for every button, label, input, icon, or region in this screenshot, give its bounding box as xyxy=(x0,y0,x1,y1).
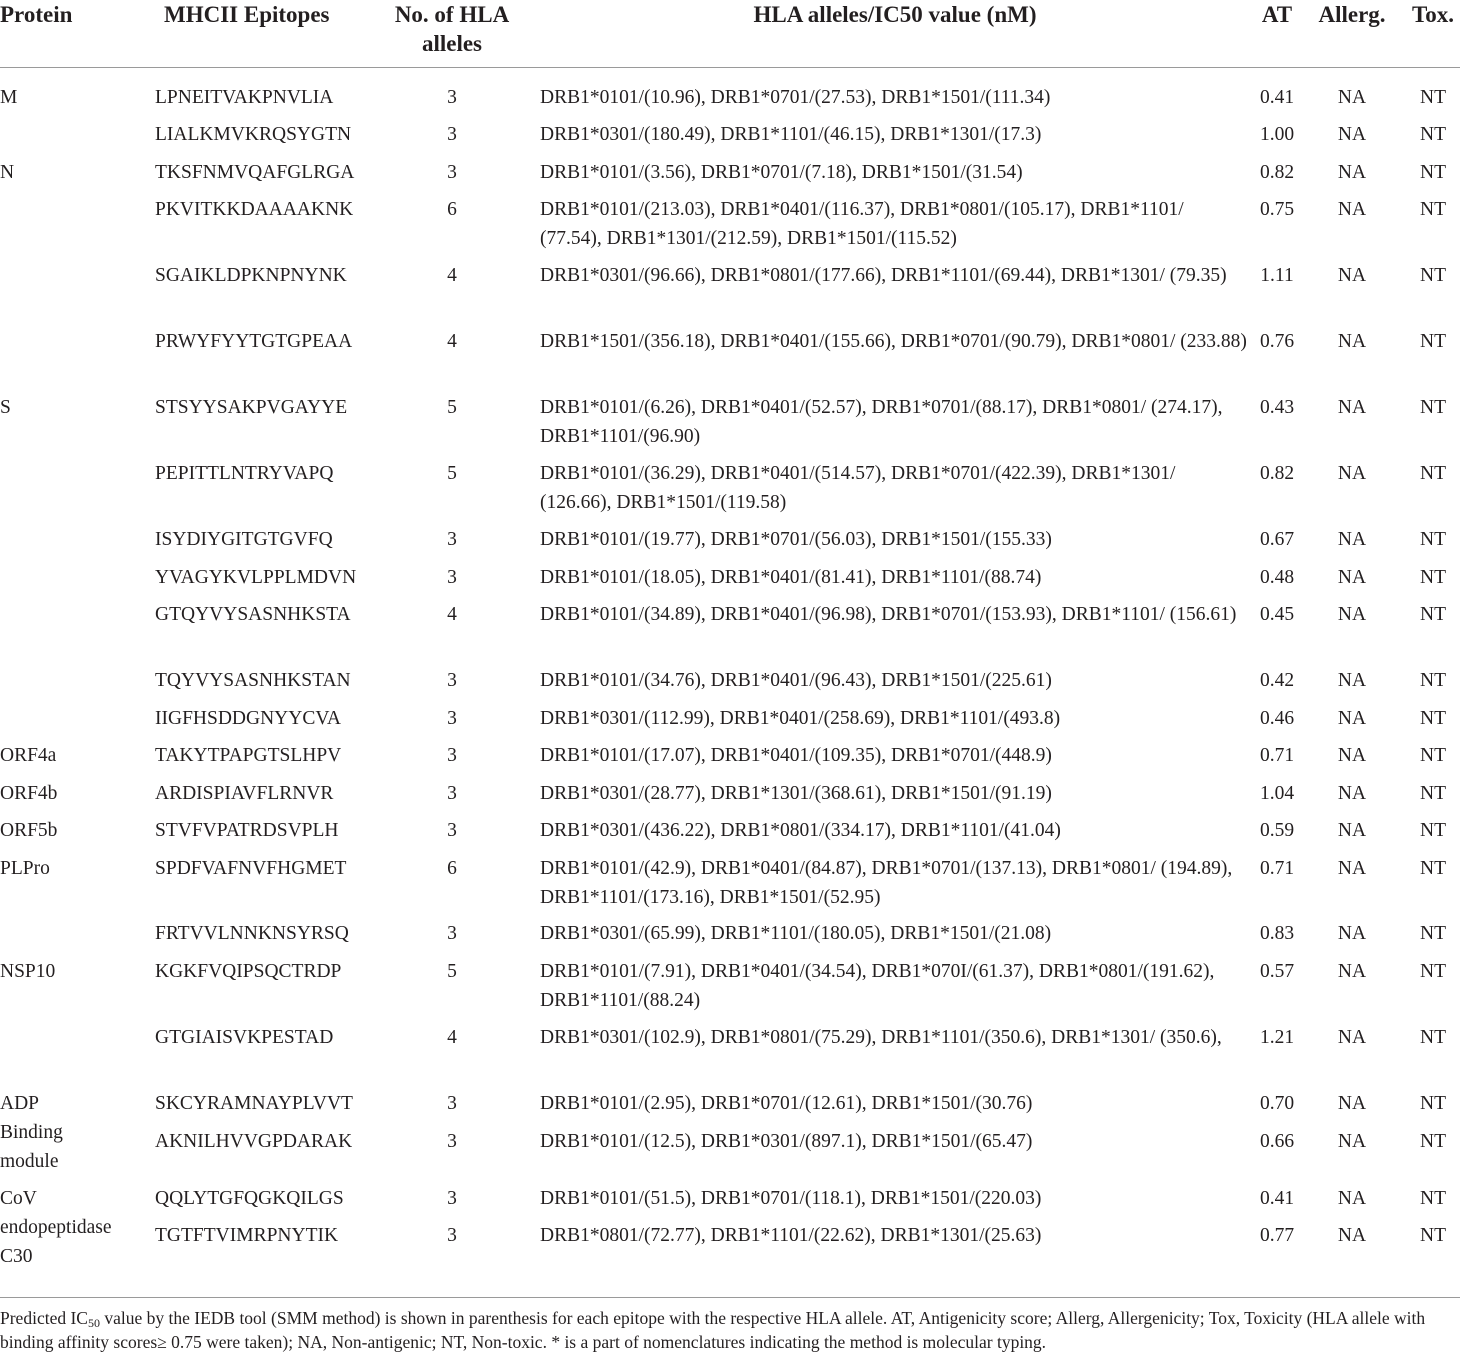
hla-count-cell: 3 xyxy=(447,567,457,588)
epitope-cell: GTGIAISVKPESTAD xyxy=(155,1027,334,1048)
allergenicity-cell: NA xyxy=(1337,331,1367,352)
alleles-ic50-cell: DRB1*0101/(10.96), DRB1*0701/(27.53), DRB1*1501/(111.34) xyxy=(540,87,1051,108)
toxicity-cell: NT xyxy=(1420,1131,1446,1152)
protein-cell: NSP10 xyxy=(0,961,56,982)
antigenicity-cell: 0.41 xyxy=(1259,1188,1295,1209)
protein-cov-endopeptidase xyxy=(0,1184,140,1271)
allergenicity-cell: NA xyxy=(1337,604,1367,625)
epitope-cell: PEPITTLNTRYVAPQ xyxy=(155,463,334,484)
table-header xyxy=(0,0,1460,68)
protein-adp-binding-module xyxy=(0,1089,140,1176)
toxicity-cell: NT xyxy=(1420,745,1446,766)
allergenicity-cell: NA xyxy=(1337,670,1367,691)
table-footnote xyxy=(0,1306,1460,1354)
footnote-subscript: 50 xyxy=(87,1316,100,1330)
toxicity-cell: NT xyxy=(1420,162,1446,183)
alleles-ic50-cell: DRB1*0101/(19.77), DRB1*0701/(56.03), DRB1*1501/(155.33) xyxy=(540,529,1052,550)
hla-count-cell: 4 xyxy=(447,1027,457,1048)
toxicity-cell: NT xyxy=(1420,858,1446,879)
alleles-ic50-cell: DRB1*0301/(28.77), DRB1*1301/(368.61), DRB1*1501/(91.19) xyxy=(540,783,1052,804)
allergenicity-cell: NA xyxy=(1337,1188,1367,1209)
antigenicity-cell: 1.04 xyxy=(1259,783,1295,804)
antigenicity-cell: 0.83 xyxy=(1259,923,1295,944)
antigenicity-cell: 0.71 xyxy=(1259,858,1295,879)
antigenicity-cell: 0.41 xyxy=(1259,87,1295,108)
header-protein: Protein xyxy=(0,2,73,27)
alleles-ic50-cell: DRB1*0101/(12.5), DRB1*0301/(897.1), DRB1*1501/(65.47) xyxy=(540,1131,1033,1152)
toxicity-cell: NT xyxy=(1420,1225,1446,1246)
epitope-cell: SPDFVAFNVFHGMET xyxy=(155,858,347,879)
alleles-ic50-cell: DRB1*0101/(36.29), DRB1*0401/(514.57), DRB1*0701/(422.39), DRB1*1301/ (126.66), DRB1*1501/(119.58) xyxy=(540,463,1176,513)
toxicity-cell: NT xyxy=(1420,961,1446,982)
hla-count-cell: 3 xyxy=(447,923,457,944)
protein-cov-line2: endopeptidase xyxy=(0,1217,112,1238)
toxicity-cell: NT xyxy=(1420,265,1446,286)
antigenicity-cell: 1.11 xyxy=(1260,265,1294,286)
antigenicity-cell: 1.21 xyxy=(1259,1027,1295,1048)
hla-count-cell: 3 xyxy=(447,708,457,729)
allergenicity-cell: NA xyxy=(1337,820,1367,841)
hla-count-cell: 3 xyxy=(447,1093,457,1114)
allergenicity-cell: NA xyxy=(1337,199,1367,220)
alleles-ic50-cell: DRB1*0301/(65.99), DRB1*1101/(180.05), DRB1*1501/(21.08) xyxy=(540,923,1052,944)
allergenicity-cell: NA xyxy=(1337,708,1367,729)
header-allerg: Allerg. xyxy=(1318,2,1386,27)
antigenicity-cell: 0.46 xyxy=(1259,708,1295,729)
hla-count-cell: 3 xyxy=(447,1131,457,1152)
alleles-ic50-cell: DRB1*0101/(2.95), DRB1*0701/(12.61), DRB1*1501/(30.76) xyxy=(540,1093,1033,1114)
allergenicity-cell: NA xyxy=(1337,783,1367,804)
epitope-cell: ARDISPIAVFLRNVR xyxy=(155,783,334,804)
allergenicity-cell: NA xyxy=(1337,265,1367,286)
antigenicity-cell: 0.42 xyxy=(1259,670,1295,691)
allergenicity-cell: NA xyxy=(1337,162,1367,183)
antigenicity-cell: 0.66 xyxy=(1259,1131,1295,1152)
epitope-cell: TKSFNMVQAFGLRGA xyxy=(155,162,355,183)
protein-cell: ORF5b xyxy=(0,820,58,841)
hla-count-cell: 3 xyxy=(447,162,457,183)
allergenicity-cell: NA xyxy=(1337,961,1367,982)
antigenicity-cell: 0.75 xyxy=(1259,199,1295,220)
epitope-cell: PKVITKKDAAAAKNK xyxy=(155,199,354,220)
alleles-ic50-cell: DRB1*1501/(356.18), DRB1*0401/(155.66), DRB1*0701/(90.79), DRB1*0801/ (233.88) xyxy=(540,331,1247,352)
epitope-cell: GTQYVYSASNHKSTA xyxy=(155,604,351,625)
header-num-hla-line2: alleles xyxy=(421,31,483,56)
antigenicity-cell: 0.43 xyxy=(1259,397,1295,418)
toxicity-cell: NT xyxy=(1420,397,1446,418)
footnote-text-start: Predicted IC xyxy=(0,1308,88,1328)
toxicity-cell: NT xyxy=(1420,567,1446,588)
hla-count-cell: 3 xyxy=(447,670,457,691)
protein-cov-line3: C30 xyxy=(0,1246,33,1267)
toxicity-cell: NT xyxy=(1420,820,1446,841)
epitope-cell: QQLYTGFQGKQILGS xyxy=(155,1188,344,1209)
antigenicity-cell: 1.00 xyxy=(1259,124,1295,145)
epitope-cell: TQYVYSASNHKSTAN xyxy=(155,670,351,691)
toxicity-cell: NT xyxy=(1420,124,1446,145)
toxicity-cell: NT xyxy=(1420,87,1446,108)
epitope-cell: ISYDIYGITGTGVFQ xyxy=(155,529,333,550)
protein-adp-line3: module xyxy=(0,1151,59,1172)
protein-cell: PLPro xyxy=(0,858,50,879)
alleles-ic50-cell: DRB1*0101/(3.56), DRB1*0701/(7.18), DRB1*1501/(31.54) xyxy=(540,162,1023,183)
toxicity-cell: NT xyxy=(1420,1188,1446,1209)
epitope-cell: LIALKMVKRQSYGTN xyxy=(155,124,352,145)
hla-count-cell: 3 xyxy=(447,1225,457,1246)
antigenicity-cell: 0.82 xyxy=(1259,162,1295,183)
alleles-ic50-cell: DRB1*0301/(102.9), DRB1*0801/(75.29), DRB1*1101/(350.6), DRB1*1301/ (350.6), xyxy=(540,1027,1222,1048)
toxicity-cell: NT xyxy=(1420,783,1446,804)
hla-count-cell: 4 xyxy=(447,604,457,625)
allergenicity-cell: NA xyxy=(1337,1093,1367,1114)
allergenicity-cell: NA xyxy=(1337,397,1367,418)
header-epitopes: MHCII Epitopes xyxy=(164,2,330,27)
alleles-ic50-cell: DRB1*0101/(17.07), DRB1*0401/(109.35), DRB1*0701/(448.9) xyxy=(540,745,1052,766)
epitope-cell: TGTFTVIMRPNYTIK xyxy=(155,1225,339,1246)
alleles-ic50-cell: DRB1*0101/(34.76), DRB1*0401/(96.43), DRB1*1501/(225.61) xyxy=(540,670,1052,691)
antigenicity-cell: 0.45 xyxy=(1259,604,1295,625)
toxicity-cell: NT xyxy=(1420,708,1446,729)
hla-count-cell: 4 xyxy=(447,331,457,352)
toxicity-cell: NT xyxy=(1420,604,1446,625)
allergenicity-cell: NA xyxy=(1337,1027,1367,1048)
toxicity-cell: NT xyxy=(1420,1027,1446,1048)
alleles-ic50-cell: DRB1*0301/(180.49), DRB1*1101/(46.15), DRB1*1301/(17.3) xyxy=(540,124,1042,145)
hla-count-cell: 3 xyxy=(447,820,457,841)
antigenicity-cell: 0.71 xyxy=(1259,745,1295,766)
epitope-cell: STVFVPATRDSVPLH xyxy=(155,820,339,841)
header-tox: Tox. xyxy=(1412,2,1454,27)
protein-cell: S xyxy=(0,397,11,418)
epitope-cell: SGAIKLDPKNPNYNK xyxy=(155,265,347,286)
epitope-cell: LPNEITVAKPNVLIA xyxy=(155,87,334,108)
protein-cell: ORF4b xyxy=(0,783,58,804)
epitope-cell: TAKYTPAPGTSLHPV xyxy=(155,745,342,766)
hla-count-cell: 3 xyxy=(447,87,457,108)
antigenicity-cell: 0.82 xyxy=(1259,463,1295,484)
allergenicity-cell: NA xyxy=(1337,567,1367,588)
alleles-ic50-cell: DRB1*0101/(6.26), DRB1*0401/(52.57), DRB1*0701/(88.17), DRB1*0801/ (274.17), DRB1*1101/(96.90) xyxy=(540,397,1223,447)
epitope-cell: KGKFVQIPSQCTRDP xyxy=(155,961,342,982)
protein-cell: ORF4a xyxy=(0,745,57,766)
allergenicity-cell: NA xyxy=(1337,87,1367,108)
toxicity-cell: NT xyxy=(1420,923,1446,944)
allergenicity-cell: NA xyxy=(1337,923,1367,944)
hla-count-cell: 3 xyxy=(447,783,457,804)
allergenicity-cell: NA xyxy=(1337,858,1367,879)
hla-count-cell: 3 xyxy=(447,745,457,766)
hla-count-cell: 6 xyxy=(447,199,457,220)
protein-cell: M xyxy=(0,87,18,108)
toxicity-cell: NT xyxy=(1420,670,1446,691)
toxicity-cell: NT xyxy=(1420,529,1446,550)
toxicity-cell: NT xyxy=(1420,331,1446,352)
protein-adp-line1: ADP xyxy=(0,1093,40,1114)
alleles-ic50-cell: DRB1*0301/(112.99), DRB1*0401/(258.69), DRB1*1101/(493.8) xyxy=(540,708,1061,729)
epitope-cell: SKCYRAMNAYPLVVT xyxy=(155,1093,353,1114)
hla-count-cell: 3 xyxy=(447,529,457,550)
antigenicity-cell: 0.57 xyxy=(1259,961,1295,982)
hla-count-cell: 6 xyxy=(447,858,457,879)
antigenicity-cell: 0.77 xyxy=(1259,1225,1295,1246)
hla-count-cell: 5 xyxy=(447,397,457,418)
allergenicity-cell: NA xyxy=(1337,1225,1367,1246)
epitope-cell: IIGFHSDDGNYYCVA xyxy=(155,708,341,729)
header-num-hla xyxy=(385,0,519,58)
toxicity-cell: NT xyxy=(1420,199,1446,220)
alleles-ic50-cell: DRB1*0801/(72.77), DRB1*1101/(22.62), DRB1*1301/(25.63) xyxy=(540,1225,1042,1246)
alleles-ic50-cell: DRB1*0301/(96.66), DRB1*0801/(177.66), DRB1*1101/(69.44), DRB1*1301/ (79.35) xyxy=(540,265,1227,286)
hla-count-cell: 5 xyxy=(447,961,457,982)
hla-count-cell: 3 xyxy=(447,1188,457,1209)
toxicity-cell: NT xyxy=(1420,463,1446,484)
antigenicity-cell: 0.59 xyxy=(1259,820,1295,841)
table-bottom-rule xyxy=(0,1297,1460,1298)
allergenicity-cell: NA xyxy=(1337,1131,1367,1152)
alleles-ic50-cell: DRB1*0101/(213.03), DRB1*0401/(116.37), DRB1*0801/(105.17), DRB1*1101/ (77.54), DRB1*1301/(212.59), DRB1*1501/(115.52) xyxy=(540,199,1184,249)
antigenicity-cell: 0.48 xyxy=(1259,567,1295,588)
protein-adp-line2: Binding xyxy=(0,1122,63,1143)
allergenicity-cell: NA xyxy=(1337,124,1367,145)
hla-count-cell: 5 xyxy=(447,463,457,484)
allergenicity-cell: NA xyxy=(1337,745,1367,766)
toxicity-cell: NT xyxy=(1420,1093,1446,1114)
antigenicity-cell: 0.70 xyxy=(1259,1093,1295,1114)
epitope-cell: YVAGYKVLPPLMDVN xyxy=(155,567,357,588)
alleles-ic50-cell: DRB1*0101/(7.91), DRB1*0401/(34.54), DRB1*070I/(61.37), DRB1*0801/(191.62), DRB1*1101/(88.24) xyxy=(540,961,1215,1011)
epitope-cell: PRWYFYYTGTGPEAA xyxy=(155,331,353,352)
allergenicity-cell: NA xyxy=(1337,463,1367,484)
alleles-ic50-cell: DRB1*0301/(436.22), DRB1*0801/(334.17), DRB1*1101/(41.04) xyxy=(540,820,1061,841)
hla-count-cell: 4 xyxy=(447,265,457,286)
protein-cell: N xyxy=(0,162,15,183)
footnote-text-rest: value by the IEDB tool (SMM method) is shown in parenthesis for each epitope with the respective HLA allele. AT, Antigenicity score; Allerg, Allergenicity; Tox, Toxicity (HLA allele with binding affinity scores≥ 0.75 were taken); NA, Non-antigenic; NT, Non-toxic. * is a part of nomenclatures indicating the method is molecular typing. xyxy=(0,1308,1426,1352)
alleles-ic50-cell: DRB1*0101/(51.5), DRB1*0701/(118.1), DRB1*1501/(220.03) xyxy=(540,1188,1042,1209)
header-at: AT xyxy=(1261,2,1293,27)
header-alleles: HLA alleles/IC50 value (nM) xyxy=(753,2,1037,27)
epitope-cell: FRTVVLNNKNSYRSQ xyxy=(155,923,349,944)
antigenicity-cell: 0.76 xyxy=(1259,331,1295,352)
hla-count-cell: 3 xyxy=(447,124,457,145)
protein-cov-line1: CoV xyxy=(0,1188,37,1209)
allergenicity-cell: NA xyxy=(1337,529,1367,550)
epitope-cell: STSYYSAKPVGAYYE xyxy=(155,397,348,418)
epitope-cell: AKNILHVVGPDARAK xyxy=(155,1131,353,1152)
antigenicity-cell: 0.67 xyxy=(1259,529,1295,550)
alleles-ic50-cell: DRB1*0101/(18.05), DRB1*0401/(81.41), DRB1*1101/(88.74) xyxy=(540,567,1042,588)
header-num-hla-line1: No. of HLA xyxy=(394,2,510,27)
alleles-ic50-cell: DRB1*0101/(34.89), DRB1*0401/(96.98), DRB1*0701/(153.93), DRB1*1101/ (156.61) xyxy=(540,604,1237,625)
alleles-ic50-cell: DRB1*0101/(42.9), DRB1*0401/(84.87), DRB1*0701/(137.13), DRB1*0801/ (194.89), DRB1*1101/(173.16), DRB1*1501/(52.95) xyxy=(540,858,1233,908)
